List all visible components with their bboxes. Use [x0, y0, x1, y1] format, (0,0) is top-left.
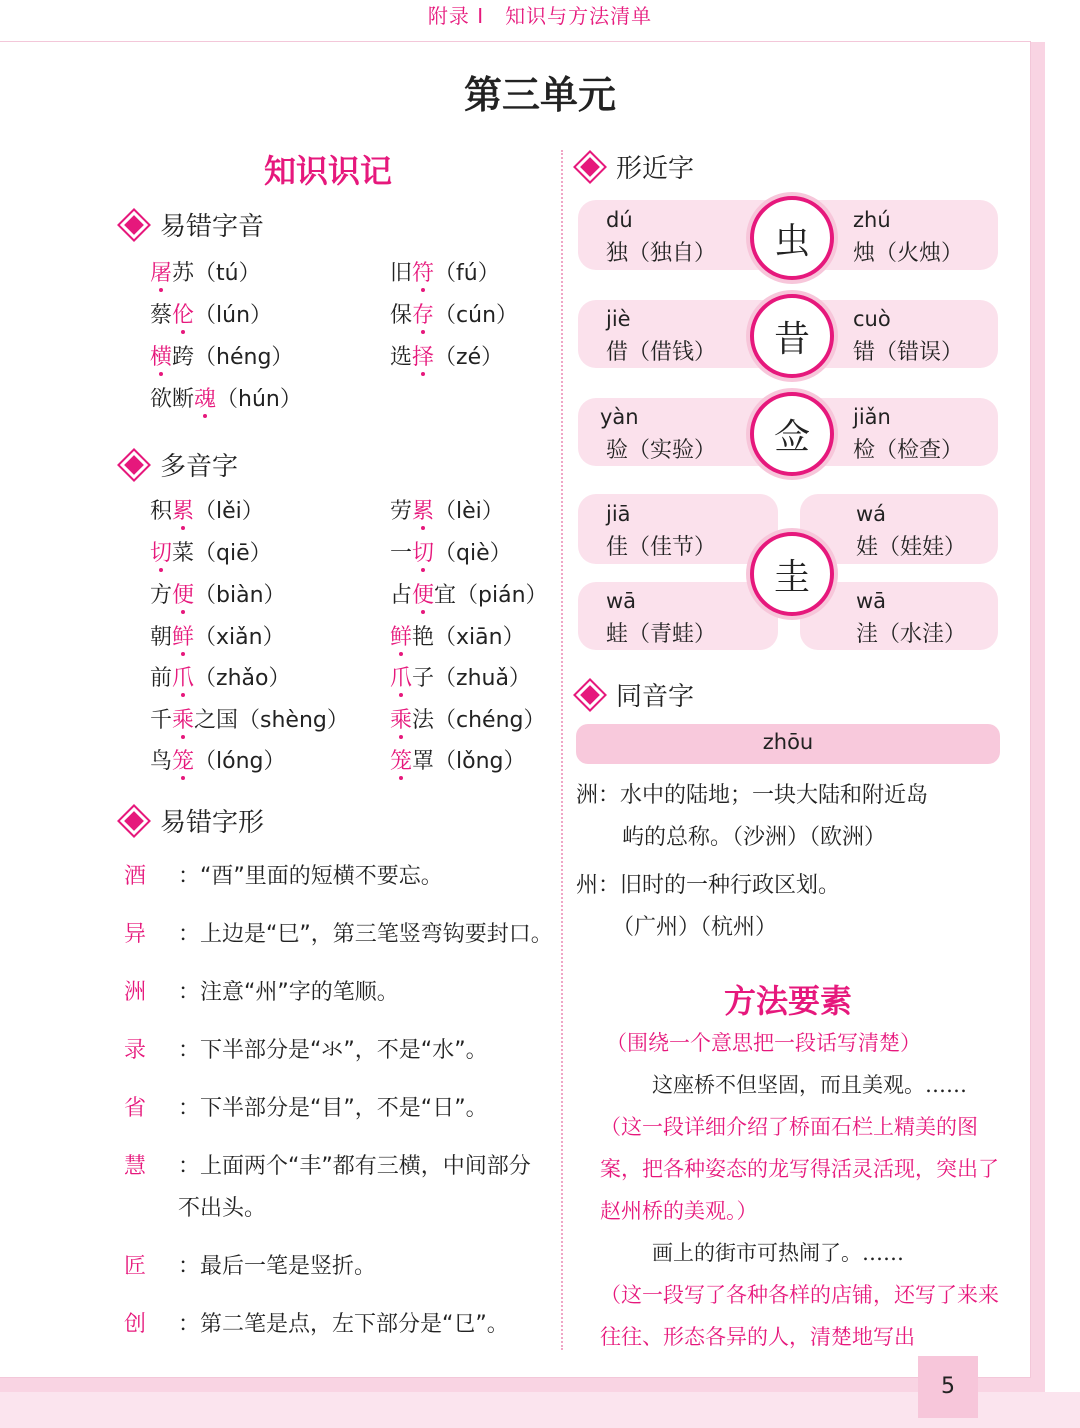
appendix-header: 附录 I 知识与方法清单: [427, 4, 653, 28]
heading-tongyinzi: [580, 676, 694, 713]
section-title-method: 方法要素: [724, 982, 853, 1020]
pinyin: jiǎn: [853, 405, 891, 429]
duoyin-item: 切菜（qiē）: [150, 541, 272, 566]
method-p1: 这座桥不但坚固，而且美观。……: [652, 1073, 967, 1097]
word: 独（独自）: [606, 241, 717, 266]
method-p2-note: （这一段写了各种各样的店铺，还写了来来往往、形态各异的人，清楚地写出: [600, 1283, 999, 1349]
duoyin-item: 千乘之国（shèng）: [150, 708, 349, 733]
zixing-item: 酒 ：“酉”里面的短横不要忘。: [124, 864, 443, 889]
pinyin: zhú: [853, 208, 891, 232]
duoyin-item: 笼罩（lǒng）: [390, 749, 526, 774]
heading-yicuo-ziyin: [124, 206, 264, 243]
column-divider: [561, 150, 563, 1350]
zixing-item: 省 ：下半部分是“目”，不是“日”。: [124, 1096, 488, 1121]
pinyin: jiè: [606, 307, 631, 331]
unit-title: 第三单元: [463, 72, 616, 117]
heading-xingjinzi: [580, 148, 694, 185]
ziyin-item: 保存（cún）: [390, 303, 519, 328]
duoyin-item: 前爪（zhǎo）: [150, 666, 291, 691]
pinyin: jiā: [606, 502, 631, 526]
duoyin-item: 朝鲜（xiǎn）: [150, 625, 285, 650]
duoyin-item: 爪子（zhuǎ）: [390, 666, 531, 691]
word: 蛙（青蛙）: [606, 622, 717, 647]
component-circle: 虫: [750, 196, 834, 280]
word: 错（错误）: [853, 340, 964, 365]
word: 检（检查）: [853, 438, 964, 463]
tongyin-entry-line: 屿的总称。（沙洲）（欧洲）: [622, 825, 887, 850]
method-p2: 画上的街市可热闹了。……: [652, 1241, 904, 1265]
component-circle: 昔: [750, 294, 834, 378]
tongyin-entry-line: 洲：水中的陆地；一块大陆和附近岛: [576, 783, 929, 808]
pinyin: wā: [606, 589, 637, 613]
diamond-icon: [120, 450, 148, 478]
zixing-item: 录 ：下半部分是“氺”，不是“水”。: [124, 1038, 488, 1063]
duoyin-item: 方便（biàn）: [150, 583, 286, 608]
word: 佳（佳节）: [606, 535, 717, 560]
ziyin-item: 屠苏（tú）: [150, 261, 261, 286]
duoyin-item: 一切（qiè）: [390, 541, 512, 566]
heading-yicuo-zixing: [124, 802, 264, 839]
word: 借（借钱）: [606, 340, 717, 365]
ziyin-item: 蔡伦（lún）: [150, 303, 273, 328]
word: 洼（水洼）: [856, 622, 967, 647]
pinyin: yàn: [600, 405, 639, 429]
diamond-icon: [120, 210, 148, 238]
duoyin-item: 乘法（chéng）: [390, 708, 546, 733]
tongyin-entry-line: （广州）（杭州）: [612, 915, 778, 940]
component-circle: 佥: [750, 392, 834, 476]
pinyin: wá: [856, 502, 887, 526]
heading-duoyinzi: [124, 446, 238, 483]
ziyin-item: 欲断魂（hún）: [150, 387, 302, 412]
tongyin-entry-line: 州：旧时的一种行政区划。: [576, 873, 841, 898]
heading-text: 形近字: [616, 154, 695, 184]
heading-text: 易错字音: [160, 212, 265, 242]
diamond-icon: [576, 680, 604, 708]
pinyin-band-label: zhōu: [762, 730, 814, 754]
ziyin-item: 横跨（héng）: [150, 345, 294, 370]
heading-text: 同音字: [616, 682, 695, 712]
zixing-item: 创 ：第二笔是点，左下部分是“㔾”。: [124, 1312, 509, 1337]
zixing-item: 洲 ：注意“州”字的笔顺。: [124, 980, 399, 1005]
duoyin-item: 劳累（lèi）: [390, 499, 504, 524]
component-circle: 圭: [750, 532, 834, 616]
pinyin: wā: [856, 589, 887, 613]
pinyin: cuò: [853, 307, 891, 331]
word: 验（实验）: [606, 438, 717, 463]
zixing-item: 异 ：上边是“巳”，第三笔竖弯钩要封口。: [124, 922, 553, 947]
duoyin-item: 鲜艳（xiān）: [390, 625, 525, 650]
method-subtitle: （围绕一个意思把一段话写清楚）: [606, 1031, 921, 1055]
section-title-knowledge: 知识识记: [264, 152, 393, 190]
ziyin-item: 旧符（fú）: [390, 261, 500, 286]
page-number: 5: [918, 1356, 978, 1418]
diamond-icon: [120, 806, 148, 834]
method-p1-note: （这一段详细介绍了桥面石栏上精美的图案，把各种姿态的龙写得活灵活现，突出了赵州桥的美观。）: [600, 1115, 999, 1223]
duoyin-item: 鸟笼（lóng）: [150, 749, 286, 774]
duoyin-item: 积累（lěi）: [150, 499, 264, 524]
duoyin-item: 占便宜（pián）: [390, 583, 548, 608]
diamond-icon: [576, 152, 604, 180]
ziyin-item: 选择（zé）: [390, 345, 504, 370]
pinyin: dú: [606, 208, 633, 232]
word: 烛（火烛）: [853, 241, 964, 266]
zixing-item: 慧 ：上面两个“丰”都有三横，中间部分不出头。: [124, 1154, 531, 1221]
word: 娃（娃娃）: [856, 535, 967, 560]
zixing-item: 匠 ：最后一笔是竖折。: [124, 1254, 377, 1279]
heading-text: 多音字: [160, 452, 239, 482]
heading-text: 易错字形: [160, 808, 265, 838]
